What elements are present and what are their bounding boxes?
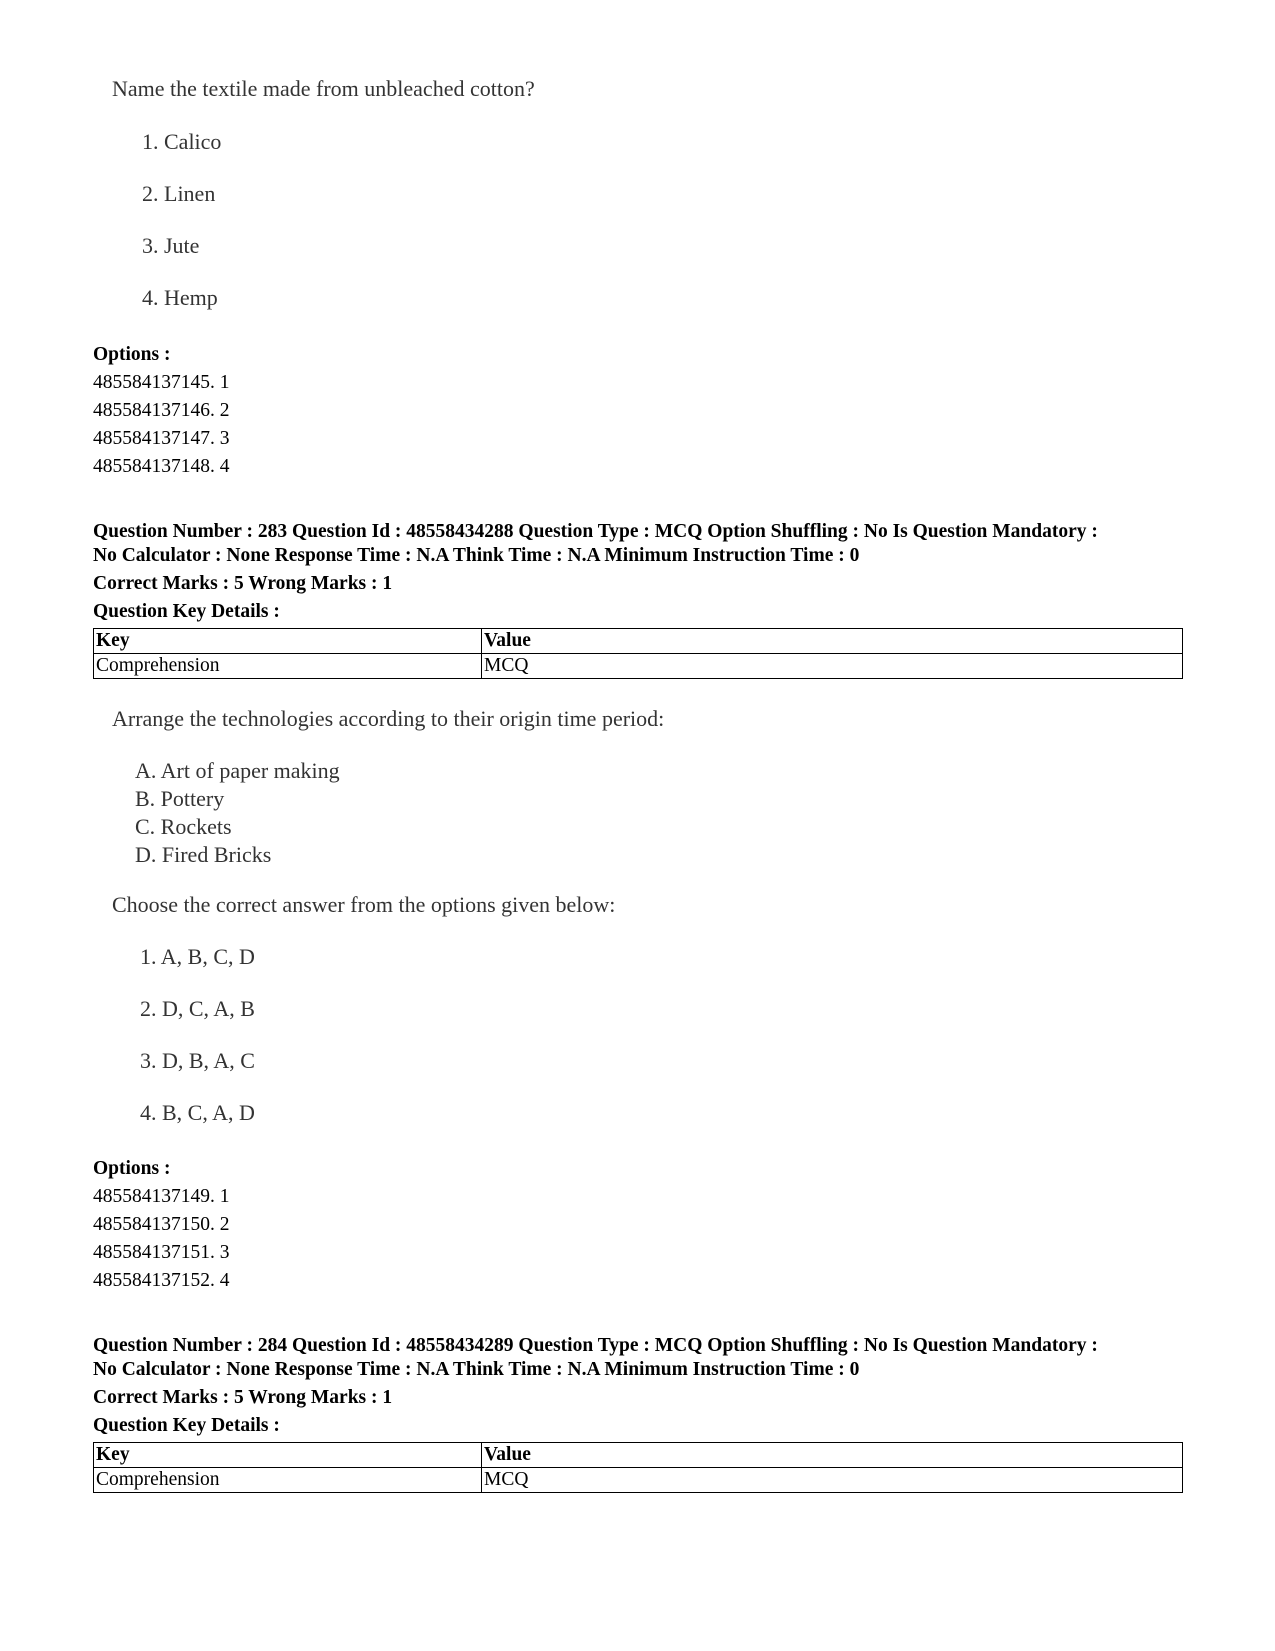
question-283-stem: Arrange the technologies according to their origin time period:	[112, 706, 665, 731]
question-283-instruction: Choose the correct answer from the options given below:	[112, 892, 616, 917]
question-283-item-a: A. Art of paper making	[135, 758, 340, 783]
question-282-option-1: 485584137145. 1	[93, 372, 230, 393]
key-table-cell-value: MCQ	[482, 654, 1183, 679]
question-282-choice-3: 3. Jute	[142, 233, 200, 258]
key-table-row	[94, 1468, 1183, 1493]
question-282-option-2: 485584137146. 2	[93, 400, 230, 421]
key-table-header-key: Key	[94, 1443, 482, 1468]
question-283-item-d: D. Fired Bricks	[135, 842, 272, 867]
question-282-stem: Name the textile made from unbleached cotton?	[112, 76, 535, 101]
question-282-choice-4: 4. Hemp	[142, 285, 218, 310]
question-283-meta-line-2: No Calculator : None Response Time : N.A Think Time : N.A Minimum Instruction Time : 0	[93, 545, 860, 566]
key-table-row	[94, 654, 1183, 679]
question-283-marks: Correct Marks : 5 Wrong Marks : 1	[93, 573, 393, 594]
question-283-option-2: 485584137150. 2	[93, 1214, 230, 1235]
key-table-cell-key: Comprehension	[94, 654, 482, 679]
key-table-header-row	[94, 1443, 1183, 1468]
key-table-header-value: Value	[482, 629, 1183, 654]
question-283-key-details-label: Question Key Details :	[93, 601, 280, 622]
question-283-option-3: 485584137151. 3	[93, 1242, 230, 1263]
key-table-header-value: Value	[482, 1443, 1183, 1468]
key-table-cell-key: Comprehension	[94, 1468, 482, 1493]
question-284-key-details-label: Question Key Details :	[93, 1415, 280, 1436]
question-283-meta-line-1: Question Number : 283 Question Id : 48558434288 Question Type : MCQ Option Shuffling : No Is Question Mandatory :	[93, 521, 1098, 542]
question-282-options-label: Options :	[93, 344, 171, 365]
question-283-choice-3: 3. D, B, A, C	[140, 1048, 255, 1073]
question-283-choice-4: 4. B, C, A, D	[140, 1100, 255, 1125]
question-283-choice-1: 1. A, B, C, D	[140, 944, 255, 969]
question-282-choice-1: 1. Calico	[142, 129, 222, 154]
question-283-item-list	[135, 757, 340, 869]
key-table-header-key: Key	[94, 629, 482, 654]
key-table-cell-value: MCQ	[482, 1468, 1183, 1493]
question-284-key-table	[93, 1442, 1183, 1493]
question-283-item-c: C. Rockets	[135, 814, 232, 839]
question-284-meta-line-2: No Calculator : None Response Time : N.A Think Time : N.A Minimum Instruction Time : 0	[93, 1359, 860, 1380]
question-283-option-1: 485584137149. 1	[93, 1186, 230, 1207]
key-table-header-row	[94, 629, 1183, 654]
question-282-option-4: 485584137148. 4	[93, 456, 230, 477]
question-284-marks: Correct Marks : 5 Wrong Marks : 1	[93, 1387, 393, 1408]
question-282-choice-2: 2. Linen	[142, 181, 216, 206]
question-283-options-label: Options :	[93, 1158, 171, 1179]
question-283-option-4: 485584137152. 4	[93, 1270, 230, 1291]
question-284-meta-line-1: Question Number : 284 Question Id : 48558434289 Question Type : MCQ Option Shuffling : No Is Question Mandatory :	[93, 1335, 1098, 1356]
question-283-item-b: B. Pottery	[135, 786, 225, 811]
question-283-choice-2: 2. D, C, A, B	[140, 996, 255, 1021]
question-282-option-3: 485584137147. 3	[93, 428, 230, 449]
question-283-key-table	[93, 628, 1183, 679]
